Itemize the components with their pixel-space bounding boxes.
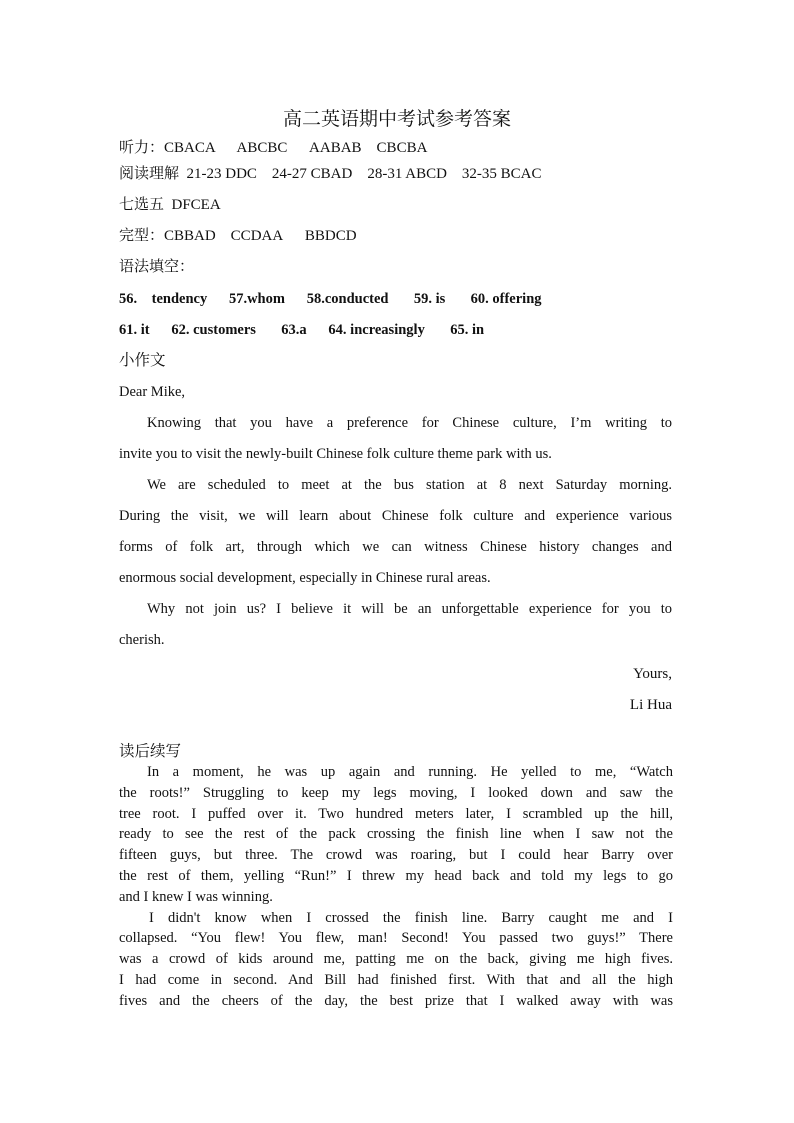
essay-heading: 小作文 <box>119 352 166 369</box>
continuation-line: I didn't know when I crossed the finish line. Barry caught me and I <box>149 909 673 926</box>
essay-body <box>119 377 672 656</box>
essay-greeting: Dear Mike, <box>119 384 186 400</box>
continuation-line: fives and the cheers of the day, the best prize that I walked away with was <box>119 992 673 1009</box>
seven-five-answers: 七选五 DFCEA <box>119 197 221 213</box>
essay-p2-line-3: forms of folk art, through which we can witness Chinese history changes and <box>119 539 672 555</box>
essay-signature: Li Hua <box>629 697 672 713</box>
cloze-answers: 完型：CBBAD CCDAA BBDCD <box>119 228 357 244</box>
continuation-line: I had come in second. And Bill had finished first. With that and all the high <box>119 971 673 988</box>
continuation-line: and I knew I was winning. <box>119 888 273 905</box>
continuation-line: was a crowd of kids around me, patting me on the back, giving me high fives. <box>119 951 673 968</box>
essay-p1-line-1: Knowing that you have a preference for Chinese culture, I’m writing to <box>147 415 672 431</box>
continuation-line: the roots!” Struggling to keep my legs moving, I looked down and saw the <box>119 784 673 801</box>
continuation-body <box>119 762 673 1012</box>
essay-p2-line-4: enormous social development, especially in Chinese rural areas. <box>119 570 491 586</box>
grammar-answers-row-2: 61. it 62. customers 63.a 64. increasingly 65. in <box>119 322 485 338</box>
continuation-line: tree root. I puffed over it. Two hundred meters later, I scrambled up the hill, <box>119 805 673 822</box>
essay-p2-line-2: During the visit, we will learn about Chinese folk culture and experience various <box>119 508 672 524</box>
continuation-line: collapsed. “You flew! You flew, man! Second! You passed two guys!” There <box>119 930 673 947</box>
essay-p1-line-2: invite you to visit the newly-built Chinese folk culture theme park with us. <box>119 446 552 462</box>
essay-closing: Yours, <box>633 666 672 682</box>
grammar-answers-row-1: 56. tendency 57.whom 58.conducted 59. is 60. offering <box>119 291 542 307</box>
continuation-line: ready to see the rest of the pack crossing the finish line when I saw not the <box>119 826 673 843</box>
essay-p2-line-1: We are scheduled to meet at the bus station at 8 next Saturday morning. <box>147 477 672 493</box>
essay-p3-line-1: Why not join us? I believe it will be an unforgettable experience for you to <box>147 601 672 617</box>
listening-answers: 听力：CBACA ABCBC AABAB CBCBA <box>119 140 428 156</box>
reading-answers: 阅读理解 21-23 DDC 24-27 CBAD 28-31 ABCD 32-35 BCAC <box>119 166 542 182</box>
essay-p3-line-2: cherish. <box>119 632 165 648</box>
continuation-line: the rest of them, yelling “Run!” I threw my head back and told my legs to go <box>119 867 673 884</box>
continuation-line: In a moment, he was up again and running. He yelled to me, “Watch <box>147 764 673 780</box>
continuation-line: fifteen guys, but three. The crowd was roaring, but I could hear Barry over <box>119 847 673 864</box>
page-title: 高二英语期中考试参考答案 <box>282 109 511 130</box>
grammar-heading: 语法填空： <box>119 259 195 275</box>
continuation-heading: 读后续写 <box>119 743 182 760</box>
